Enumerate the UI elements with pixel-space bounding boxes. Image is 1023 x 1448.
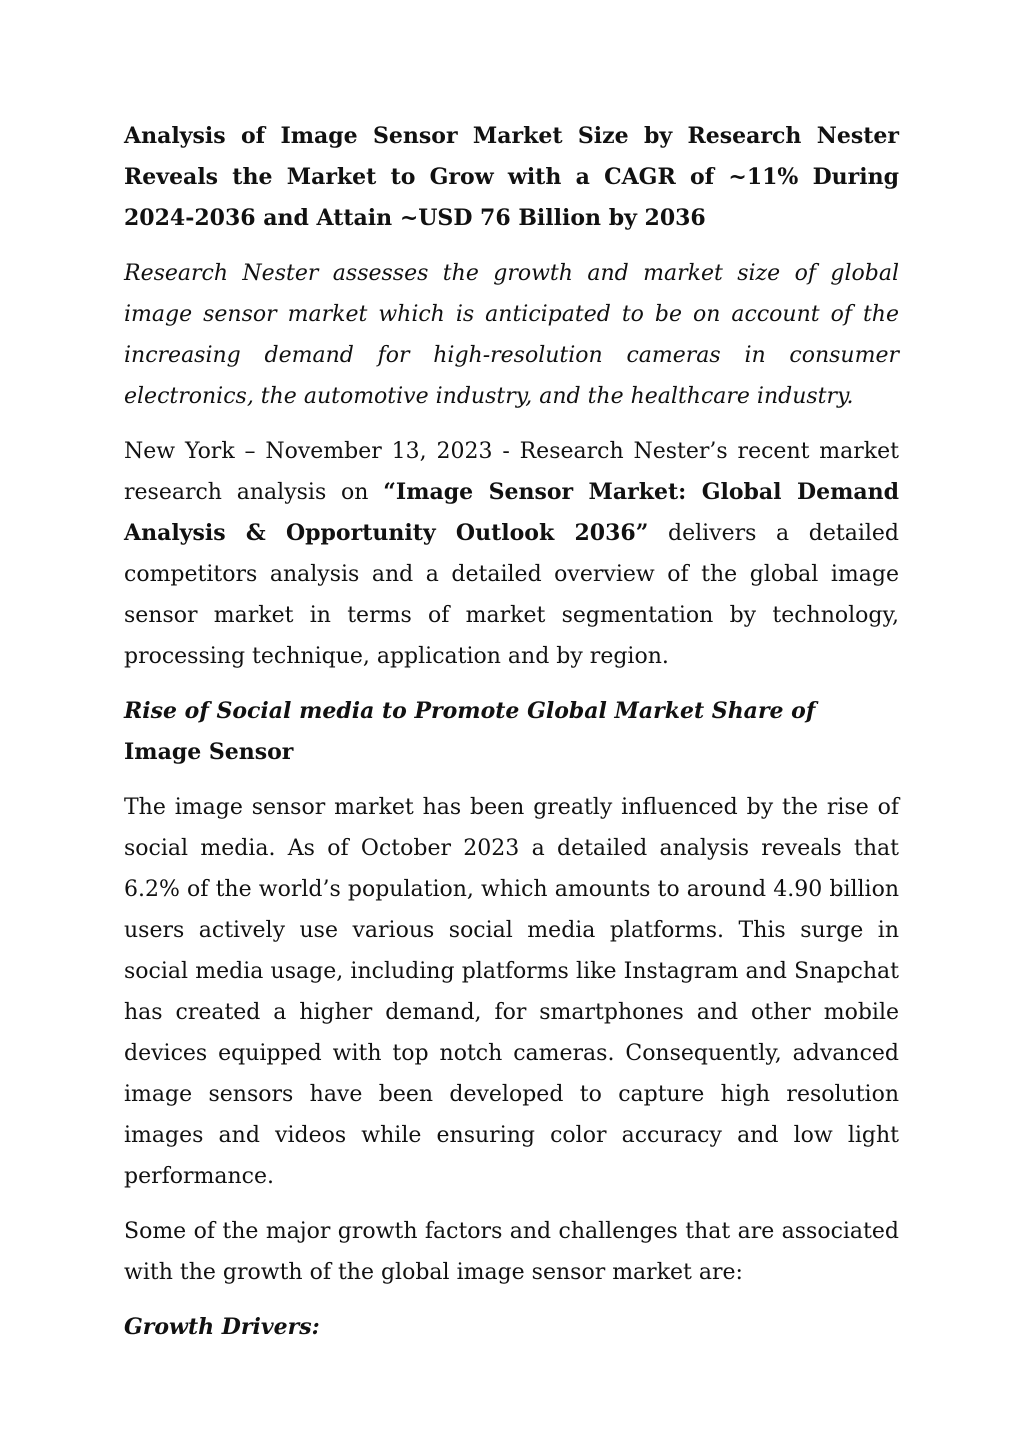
report-title: “Image Sensor Market: Global Demand Analysis & Opportunity Outlook 2036” bbox=[124, 479, 899, 546]
intro-paragraph bbox=[124, 431, 899, 677]
social-media-paragraph: The image sensor market has been greatly influenced by the rise of social media. As of October 2023 a detailed analysis reveals that 6.2% of the world’s population, which amounts to around 4.90 billion users actively use various social media platforms. This surge in social media usage, including platforms like Instagram and Snapchat has created a higher demand, for smartphones and other mobile devices equipped with top notch cameras. Consequently, advanced image sensors have been developed to capture high resolution images and videos while ensuring color accuracy and low light performance. bbox=[124, 795, 899, 1189]
intro-text-end: delivers a detailed competitors analysis and a detailed overview of the global image sensor market in terms of market segmentation by technology, processing technique, application and by region. bbox=[124, 521, 899, 669]
document-page bbox=[124, 116, 899, 1348]
summary-paragraph: Research Nester assesses the growth and market size of global image sensor market which is anticipated to be on account of the increasing demand for high-resolution cameras in consumer electronics, the automotive industry, and the healthcare industry. bbox=[124, 261, 899, 409]
section-heading bbox=[124, 691, 899, 773]
intro-text-start: New York – November 13, 2023 - Research Nester’s recent market research analysis on bbox=[124, 439, 899, 505]
growth-factors-paragraph: Some of the major growth factors and challenges that are associated with the growth of the global image sensor market are: bbox=[124, 1219, 899, 1285]
section-heading-italic: Rise of Social media to Promote Global Market Share of bbox=[124, 698, 816, 724]
growth-drivers-heading: Growth Drivers: bbox=[124, 1314, 320, 1340]
section-heading-plain: Image Sensor bbox=[124, 739, 294, 765]
document-title: Analysis of Image Sensor Market Size by Research Nester Reveals the Market to Grow with a CAGR of ~11% During 2024-2036 and Attain ~USD 76 Billion by 2036 bbox=[124, 123, 899, 231]
